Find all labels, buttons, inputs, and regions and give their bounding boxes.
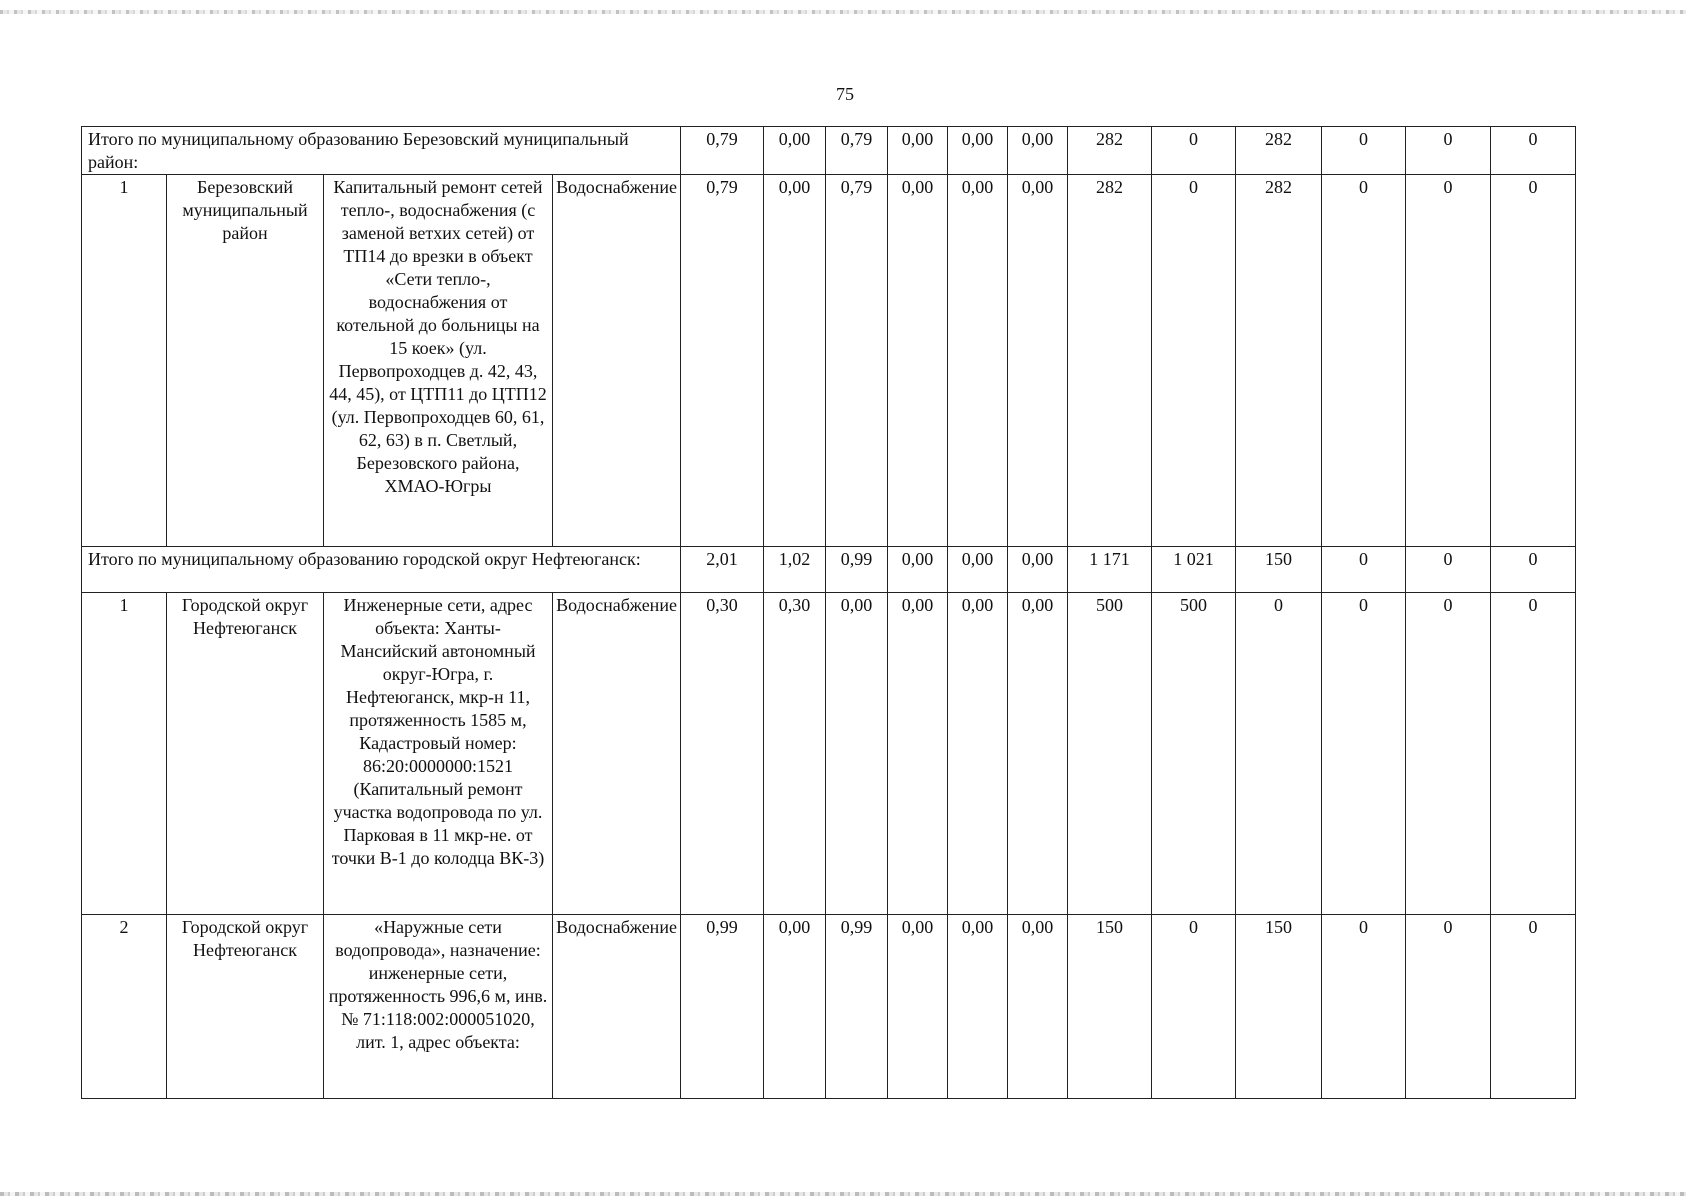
value-cell: 500 (1152, 593, 1236, 915)
value-cell: 150 (1236, 547, 1322, 593)
value-cell: 0 (1322, 915, 1406, 1099)
value-cell: 0 (1322, 547, 1406, 593)
value-cell: 0 (1406, 127, 1491, 175)
value-cell: 0 (1491, 175, 1576, 547)
value-cell: 0,00 (1008, 547, 1068, 593)
municipality-cell: Городской округ Нефтеюганск (167, 593, 324, 915)
value-cell: 0,00 (764, 915, 826, 1099)
value-cell: 0,79 (826, 175, 888, 547)
value-cell: 0 (1406, 175, 1491, 547)
value-cell: 150 (1236, 915, 1322, 1099)
value-cell: 0,99 (826, 915, 888, 1099)
value-cell: 0,00 (1008, 175, 1068, 547)
municipality-cell: Березовский муниципальный район (167, 175, 324, 547)
value-cell: 0,00 (948, 593, 1008, 915)
value-cell: 0 (1491, 593, 1576, 915)
value-cell: 0,79 (681, 175, 764, 547)
value-cell: 0,79 (681, 127, 764, 175)
value-cell: 0,99 (826, 547, 888, 593)
value-cell: 282 (1068, 127, 1152, 175)
scan-edge-top (0, 10, 1686, 14)
table-row (82, 915, 1576, 1099)
table-row (82, 175, 1576, 547)
value-cell: 0,00 (1008, 915, 1068, 1099)
table-row (82, 593, 1576, 915)
object-description: «Наружные сети водопровода», назначение: инженерные сети, протяженность 996,6 м, инв.№ 71:118:002:000051020, лит. 1, адрес объекта: (324, 915, 553, 1099)
value-cell: 0,79 (826, 127, 888, 175)
value-cell: 0,00 (888, 593, 948, 915)
value-cell: 0 (1322, 593, 1406, 915)
utility-type: Водоснабжение (553, 175, 681, 547)
value-cell: 0,00 (948, 915, 1008, 1099)
utility-type: Водоснабжение (553, 915, 681, 1099)
value-cell: 0 (1152, 127, 1236, 175)
page-number: 75 (836, 84, 854, 104)
value-cell: 0 (1322, 175, 1406, 547)
value-cell: 0 (1236, 593, 1322, 915)
section-total-row (82, 547, 1576, 593)
value-cell: 0 (1406, 547, 1491, 593)
value-cell: 282 (1236, 175, 1322, 547)
value-cell: 1 021 (1152, 547, 1236, 593)
value-cell: 282 (1068, 175, 1152, 547)
value-cell: 0,00 (888, 175, 948, 547)
value-cell: 0,00 (826, 593, 888, 915)
value-cell: 282 (1236, 127, 1322, 175)
object-description: Капитальный ремонт сетей тепло-, водоснабжения (с заменой ветхих сетей) от ТП14 до врезки в объект «Сети тепло-, водоснабжения от котельной до больницы на 15 коек» (ул. Первопроходцев д. 42, 43, 44, 45), от ЦТП11 до ЦТП12 (ул. Первопроходцев 60, 61, 62, 63) в п. Светлый, Березовского района, ХМАО-Югры (324, 175, 553, 547)
item-number: 1 (82, 593, 167, 915)
value-cell: 0,00 (1008, 127, 1068, 175)
value-cell: 0 (1406, 593, 1491, 915)
value-cell: 0 (1491, 915, 1576, 1099)
value-cell: 0 (1491, 127, 1576, 175)
municipality-cell: Городской округ Нефтеюганск (167, 915, 324, 1099)
funding-table (81, 126, 1576, 1099)
value-cell: 0,00 (888, 547, 948, 593)
value-cell: 0,00 (948, 127, 1008, 175)
value-cell: 1 171 (1068, 547, 1152, 593)
scan-edge-bottom (0, 1192, 1686, 1196)
item-number: 1 (82, 175, 167, 547)
value-cell: 0,00 (888, 127, 948, 175)
value-cell: 150 (1068, 915, 1152, 1099)
section-total-label: Итого по муниципальному образованию Березовский муниципальный район: (82, 127, 681, 175)
value-cell: 0 (1152, 915, 1236, 1099)
value-cell: 0,00 (1008, 593, 1068, 915)
value-cell: 0,00 (948, 175, 1008, 547)
section-total-label: Итого по муниципальному образованию городской округ Нефтеюганск: (82, 547, 681, 593)
object-description: Инженерные сети, адрес объекта: Ханты-Мансийский автономный округ-Югра, г. Нефтеюганск, мкр-н 11, протяженность 1585 м, Кадастровый номер: 86:20:0000000:1521 (Капитальный ремонт участка водопровода по ул. Парковая в 11 мкр-не. от точки В-1 до колодца ВК-3) (324, 593, 553, 915)
value-cell: 2,01 (681, 547, 764, 593)
value-cell: 0,00 (948, 547, 1008, 593)
value-cell: 0 (1152, 175, 1236, 547)
value-cell: 0,99 (681, 915, 764, 1099)
item-number: 2 (82, 915, 167, 1099)
section-total-row (82, 127, 1576, 175)
value-cell: 0 (1406, 915, 1491, 1099)
value-cell: 0 (1491, 547, 1576, 593)
value-cell: 1,02 (764, 547, 826, 593)
utility-type: Водоснабжение (553, 593, 681, 915)
value-cell: 0,30 (681, 593, 764, 915)
value-cell: 500 (1068, 593, 1152, 915)
value-cell: 0,00 (764, 175, 826, 547)
value-cell: 0,00 (764, 127, 826, 175)
value-cell: 0,00 (888, 915, 948, 1099)
value-cell: 0 (1322, 127, 1406, 175)
value-cell: 0,30 (764, 593, 826, 915)
